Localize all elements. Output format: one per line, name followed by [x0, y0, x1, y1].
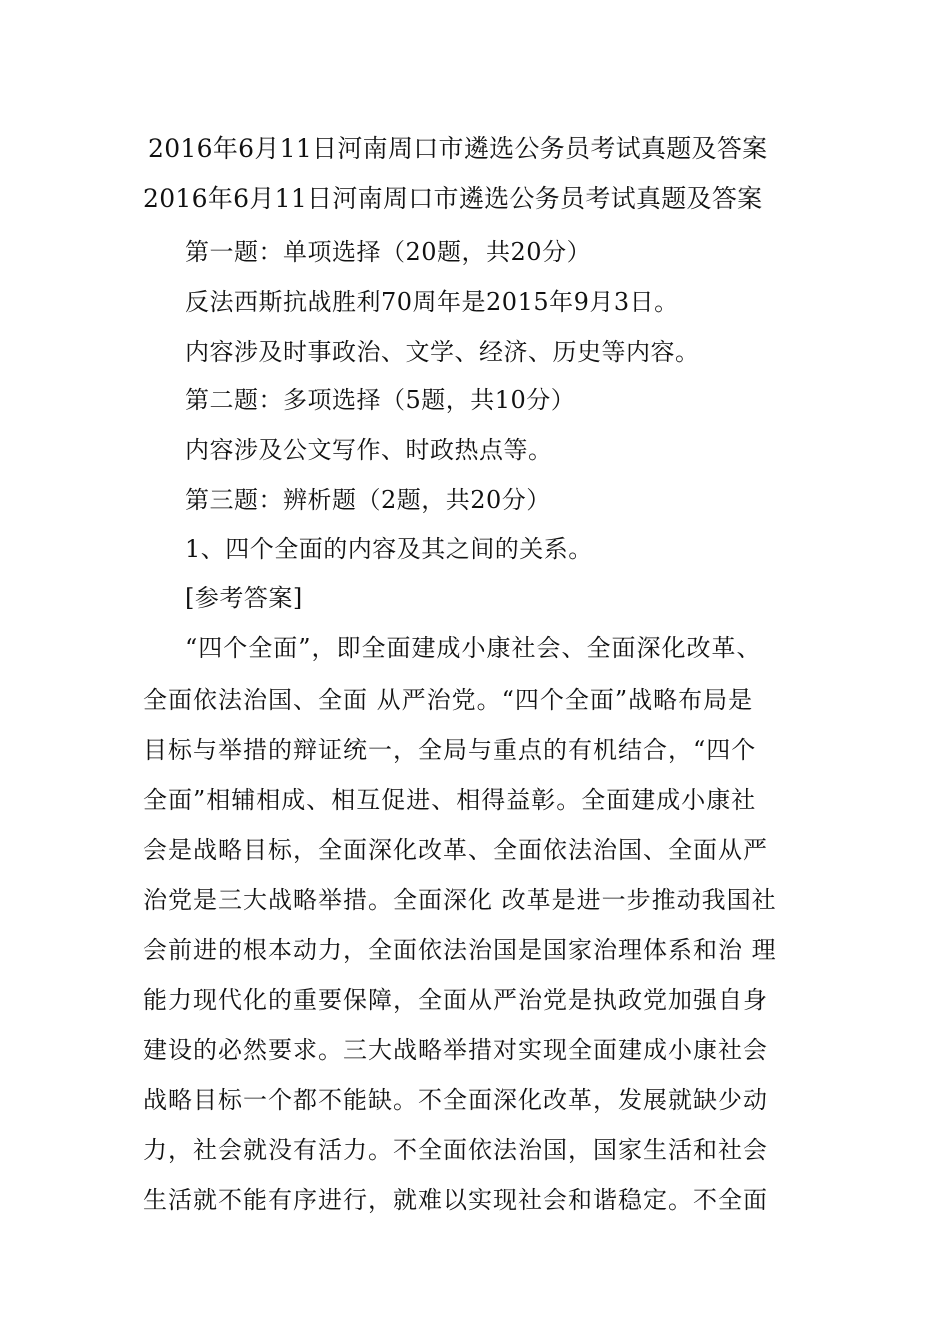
- answer-text-line: 建设的必然要求。三大战略举措对实现全面建成小康社会: [143, 1036, 768, 1064]
- answer-text-line: 生活就不能有序进行，就难以实现社会和谐稳定。不全面: [143, 1186, 768, 1214]
- paragraph-line: 反法西斯抗战胜利70周年是2015年9月3日。: [185, 288, 679, 316]
- section-heading-analysis: 第三题：辨析题（2题，共20分）: [185, 486, 551, 514]
- document-title-line-2: 2016年6月11日河南周口市遴选公务员考试真题及答案: [143, 184, 763, 213]
- answer-text-line: “四个全面”，即全面建成小康社会、全面深化改革、: [185, 634, 762, 662]
- answer-text-line: 目标与举措的辩证统一，全局与重点的有机结合，“四个: [143, 736, 757, 764]
- answer-text-line: 战略目标一个都不能缺。不全面深化改革，发展就缺少动: [143, 1086, 768, 1114]
- paragraph-line: 内容涉及公文写作、时政热点等。: [185, 436, 553, 464]
- answer-heading: [参考答案]: [185, 584, 303, 612]
- answer-text-line: 治党是三大战略举措。全面深化 改革是进一步推动我国社: [143, 886, 777, 914]
- answer-text-line: 力，社会就没有活力。不全面依法治国，国家生活和社会: [143, 1136, 768, 1164]
- section-heading-single-choice: 第一题：单项选择（20题，共20分）: [185, 238, 592, 266]
- answer-text-line: 全面”相辅相成、相互促进、相得益彰。全面建成小康社: [143, 786, 757, 814]
- answer-text-line: 能力现代化的重要保障，全面从严治党是执政党加强自身: [143, 986, 768, 1014]
- answer-text-line: 全面依法治国、全面 从严治党。“四个全面”战略布局是: [143, 686, 754, 714]
- answer-text-line: 会前进的根本动力，全面依法治国是国家治理体系和治 理: [143, 936, 777, 964]
- document-title-line-1: 2016年6月11日河南周口市遴选公务员考试真题及答案: [148, 134, 768, 163]
- section-heading-multiple-choice: 第二题：多项选择（5题，共10分）: [185, 386, 576, 414]
- paragraph-line: 内容涉及时事政治、文学、经济、历史等内容。: [185, 338, 700, 366]
- answer-text-line: 会是战略目标，全面深化改革、全面依法治国、全面从严: [143, 836, 768, 864]
- question-line: 1、四个全面的内容及其之间的关系。: [185, 535, 593, 563]
